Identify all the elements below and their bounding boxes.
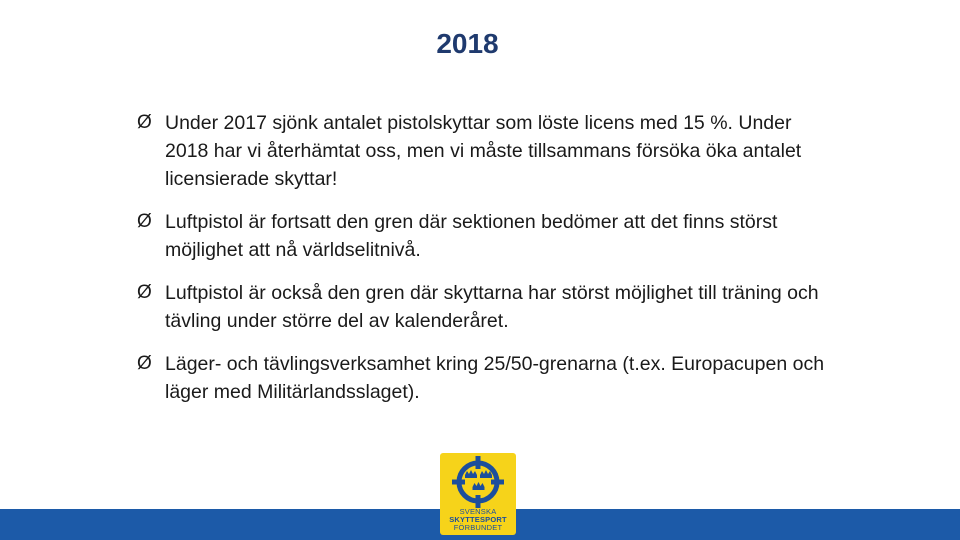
bullet-item <box>137 350 837 406</box>
crosshair-three-crowns-icon <box>440 453 516 509</box>
slide-title: 2018 <box>436 28 499 59</box>
bullet-text: Luftpistol är fortsatt den gren där sektionen bedömer att det finns störst möjlighet att nå världselitnivå. <box>165 211 778 261</box>
logo-text-line1: SVENSKA <box>459 507 497 516</box>
bullet-item <box>137 279 837 335</box>
logo-text-line3: FÖRBUNDET <box>453 523 503 532</box>
arrow-bullet-icon: Ø <box>137 353 152 374</box>
logo-text-line2: SKYTTESPORT <box>449 515 507 524</box>
arrow-bullet-icon: Ø <box>137 282 152 303</box>
arrow-bullet-icon: Ø <box>137 211 152 232</box>
bullet-item <box>137 208 837 264</box>
bullet-list <box>137 109 837 421</box>
bullet-item <box>137 109 837 193</box>
arrow-bullet-icon: Ø <box>137 112 152 133</box>
bullet-text: Läger- och tävlingsverksamhet kring 25/50-grenarna (t.ex. Europacupen och läger med Militärlandsslaget). <box>165 353 825 403</box>
svenska-skyttesportforbundet-logo <box>440 453 516 535</box>
bullet-text: Under 2017 sjönk antalet pistolskyttar som löste licens med 15 %. Under 2018 har vi återhämtat oss, men vi måste tillsammans försöka öka antalet licensierade skyttar! <box>165 112 802 190</box>
bullet-text: Luftpistol är också den gren där skyttarna har störst möjlighet till träning och tävling under större del av kalenderåret. <box>165 282 819 332</box>
